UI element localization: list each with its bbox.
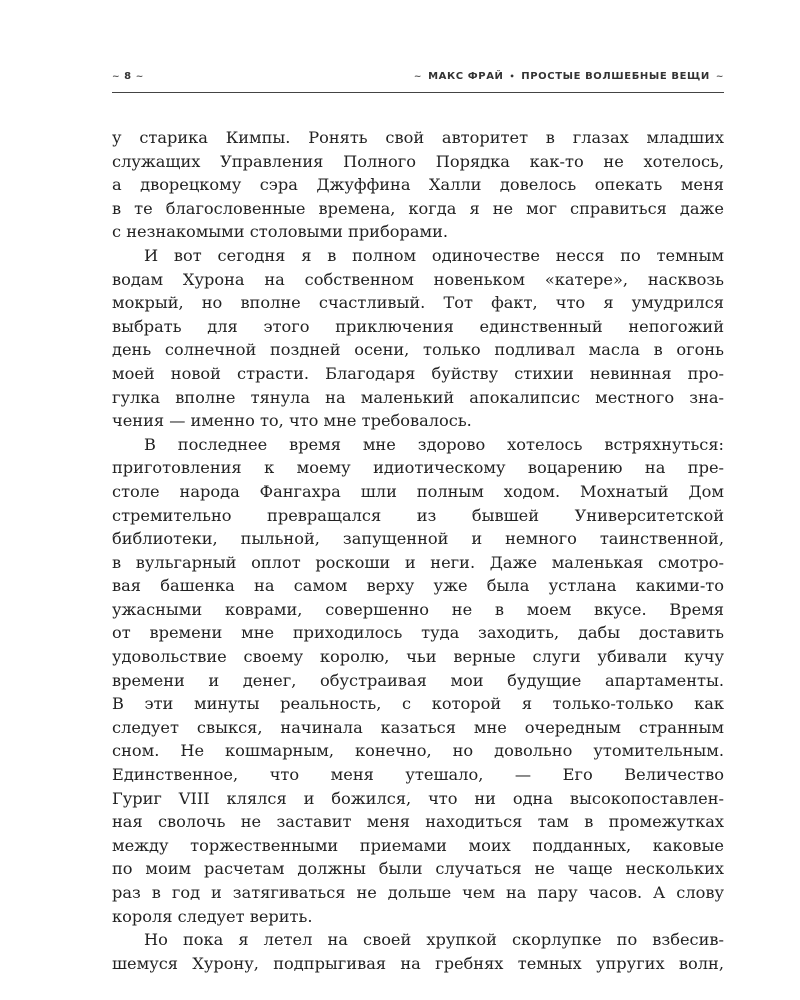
running-head-left	[112, 71, 144, 82]
text-line: шемуся Хурону, подпрыгивая на гребнях темных упругих волн,	[112, 953, 724, 973]
text-line: у старика Кимпы. Ронять свой авторитет в глазах младших	[112, 128, 724, 147]
text-line: ужасными коврами, совершенно не в моем вкусе. Время	[112, 599, 724, 619]
text-line: мокрый, но вполне счастливый. Тот факт, что я умудрился	[112, 293, 724, 313]
text-line: сном. Не кошмарным, конечно, но довольно утомительным.	[112, 741, 724, 761]
text-line: короля следует верить.	[112, 906, 313, 926]
page-number: 8	[124, 71, 132, 82]
text-line: моей новой страсти. Благодаря буйству стихии невинная про-	[112, 363, 724, 383]
text-line: по моим расчетам должны были случаться не чаще нескольких	[112, 859, 724, 879]
text-line: И вот сегодня я в полном одиночестве несся по темным	[144, 245, 724, 265]
text-line: ная сволочь не заставит меня находиться там в промежутках	[112, 812, 724, 832]
book-title: ПРОСТЫЕ ВОЛШЕБНЫЕ ВЕЩИ	[521, 71, 710, 82]
text-line: столе народа Фангахра шли полным ходом. Мохнатый Дом	[112, 481, 724, 501]
text-line: библиотеки, пыльной, запущенной и немного таинственной,	[112, 529, 724, 549]
text-line: вая башенка на самом верху уже была устлана какими-то	[112, 576, 724, 596]
separator-bullet: •	[509, 72, 516, 81]
text-line: Но пока я летел на своей хрупкой скорлупке по взбесив-	[144, 930, 724, 950]
text-line: приготовления к моему идиотическому воцарению на пре-	[112, 458, 724, 478]
header-rule	[112, 92, 724, 93]
text-line: водам Хурона на собственном новеньком «катере», насквозь	[112, 269, 724, 289]
text-line: раз в год и затягиваться не дольше чем на пару часов. А слову	[112, 883, 724, 902]
ornament-left: ~	[413, 71, 423, 82]
text-line: выбрать для этого приключения единственный непогожий	[112, 316, 724, 336]
text-line: а дворецкому сэра Джуффина Халли довелось опекать меня	[112, 175, 724, 195]
body-text	[112, 126, 724, 975]
text-line: Единственное, что меня утешало, — Его Величество	[112, 765, 724, 785]
ornament-right: ~	[715, 71, 724, 82]
text-line: в вульгарный оплот роскоши и неги. Даже маленькая смотро-	[112, 552, 724, 572]
text-line: Гуриг VIII клялся и божился, что ни одна высокопоставлен-	[112, 788, 724, 808]
running-head-right	[414, 71, 724, 82]
text-line: гулка вполне тянула на маленький апокалипсис местного зна-	[112, 387, 724, 407]
text-line: с незнакомыми столовыми приборами.	[112, 222, 449, 242]
text-line: чения — именно то, что мне требовалось.	[112, 411, 472, 431]
text-line: следует свыкся, начинала казаться мне очередным странным	[112, 717, 724, 737]
text-line: служащих Управления Полного Порядка как-то не хотелось,	[112, 151, 724, 171]
ornament-right: ~	[135, 71, 144, 82]
text-line: между торжественными приемами моих подданных, каковые	[112, 835, 724, 855]
text-line: времени и денег, обустраивая мои будущие апартаменты.	[112, 670, 724, 690]
text-line: в те благословенные времена, когда я не мог справиться даже	[112, 198, 724, 218]
text-line: В эти минуты реальность, с которой я только-только как	[112, 694, 724, 714]
text-line: удовольствие своему королю, чьи верные слуги убивали кучу	[112, 647, 724, 667]
author-name: МАКС ФРАЙ	[428, 71, 504, 82]
text-line: от времени мне приходилось туда заходить, дабы доставить	[112, 623, 724, 643]
ornament-left: ~	[112, 71, 121, 82]
text-line: стремительно превращался из бывшей Университетской	[112, 505, 724, 525]
text-line: В последнее время мне здорово хотелось встряхнуться:	[144, 434, 724, 454]
running-head	[112, 71, 724, 87]
text-line: день солнечной поздней осени, только подливал масла в огонь	[112, 340, 724, 360]
